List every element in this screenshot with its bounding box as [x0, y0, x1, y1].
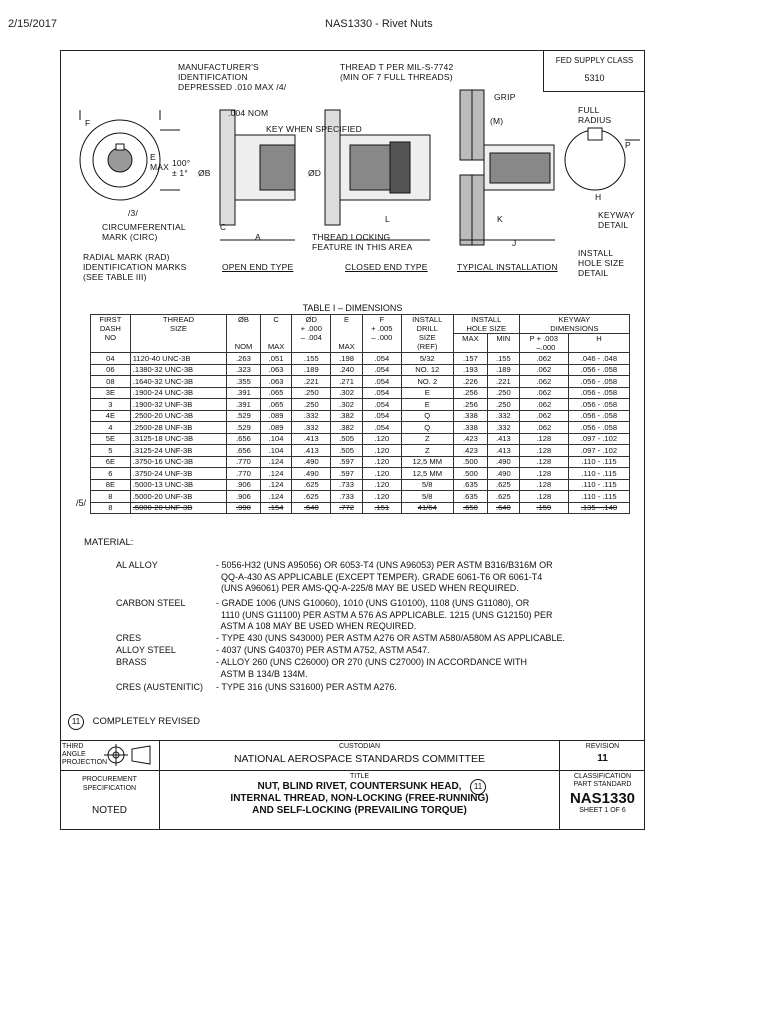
- table-cell: .906: [227, 491, 261, 503]
- material-desc: - ALLOY 260 (UNS C26000) OR 270 (UNS C27000) IN ACCORDANCE WITH ASTM B 134/B 134M.: [216, 657, 527, 679]
- material-name: CRES (AUSTENITIC): [116, 682, 204, 692]
- table-cell: .124: [260, 479, 292, 491]
- material-name: ALLOY STEEL: [116, 645, 176, 655]
- table-cell: .382: [331, 410, 363, 422]
- table-cell: .110 - .115: [568, 491, 629, 503]
- table-cell: .056 - .058: [568, 399, 629, 411]
- table-cell: .063: [260, 364, 292, 376]
- m-label: (M): [490, 116, 504, 126]
- a-label: A: [255, 232, 261, 242]
- table-cell: 3: [91, 399, 131, 411]
- table-cell: .046 - .048: [568, 353, 629, 365]
- table-cell: .490: [488, 456, 520, 468]
- k-label: K: [497, 214, 503, 224]
- table-cell: .423: [453, 445, 487, 457]
- table-cell: .990: [227, 502, 261, 514]
- table-row: [91, 491, 630, 503]
- table-row: [91, 456, 630, 468]
- table-cell: .065: [260, 387, 292, 399]
- table-cell: .1640-32 UNC-3B: [130, 376, 226, 388]
- table-cell: .062: [519, 353, 568, 365]
- table-cell: .413: [488, 433, 520, 445]
- table-cell: .056 - .058: [568, 387, 629, 399]
- table-cell: .104: [260, 445, 292, 457]
- table-cell: .505: [331, 445, 363, 457]
- table-cell: .051: [260, 353, 292, 365]
- table-cell: .120: [362, 479, 401, 491]
- c-label: C: [220, 222, 227, 232]
- table-cell: .597: [331, 456, 363, 468]
- table-cell: .193: [453, 364, 487, 376]
- table-cell: .656: [227, 445, 261, 457]
- material-name: CRES: [116, 633, 142, 643]
- custodian-label: CUSTODIAN: [338, 743, 381, 750]
- table-cell: .124: [260, 468, 292, 480]
- table-cell: .062: [519, 399, 568, 411]
- table-cell: .733: [331, 491, 363, 503]
- title-block: [60, 740, 645, 830]
- table-cell: .120: [362, 491, 401, 503]
- table-row: [91, 387, 630, 399]
- projection-label: THIRD ANGLE PROJECTION: [62, 743, 108, 766]
- table-row: [91, 376, 630, 388]
- custodian-cell: [160, 741, 560, 771]
- nom004-label: .004 NOM: [228, 108, 269, 118]
- angle-label: 100° ± 1°: [172, 158, 191, 178]
- table-cell: .110 - .115: [568, 468, 629, 480]
- col-keyway: KEYWAY DIMENSIONS: [519, 315, 629, 334]
- table-cell: .089: [260, 410, 292, 422]
- table-cell: .221: [488, 376, 520, 388]
- table-row: [91, 399, 630, 411]
- table-cell: .120: [362, 456, 401, 468]
- table-cell: E: [401, 387, 453, 399]
- table-cell: .625: [488, 479, 520, 491]
- table-cell: .056 - .058: [568, 376, 629, 388]
- p-label: P: [625, 140, 631, 150]
- table-cell: 5E: [91, 433, 131, 445]
- table-cell: .3125-24 UNF-3B: [130, 445, 226, 457]
- table-cell: .529: [227, 410, 261, 422]
- table-cell: .2500-28 UNF-3B: [130, 422, 226, 434]
- table-cell: .054: [362, 353, 401, 365]
- table-cell: .124: [260, 491, 292, 503]
- table-cell: .490: [488, 468, 520, 480]
- revision-value: 11: [597, 753, 608, 764]
- od-label: ØD: [308, 168, 322, 178]
- table-cell: 8: [91, 491, 131, 503]
- table-cell: .338: [453, 410, 487, 422]
- table-cell: .413: [488, 445, 520, 457]
- table-row: [91, 353, 630, 365]
- table-cell: .500: [453, 456, 487, 468]
- table-cell: .056 - .058: [568, 364, 629, 376]
- j-label: J: [512, 238, 517, 248]
- table-cell: .772: [331, 502, 363, 514]
- table-cell: .226: [453, 376, 487, 388]
- table-cell: .640: [488, 502, 520, 514]
- table-cell: .135 - .140: [568, 502, 629, 514]
- thread-lock-label: THREAD LOCKING FEATURE IN THIS AREA: [312, 232, 413, 252]
- table-cell: .490: [292, 468, 331, 480]
- table-cell: .770: [227, 468, 261, 480]
- radial-mark-label: RADIAL MARK (RAD) IDENTIFICATION MARKS (SEE TABLE III): [83, 252, 187, 282]
- table-cell: 12,5 MM: [401, 456, 453, 468]
- table-cell: .155: [488, 353, 520, 365]
- keyway-detail-label: KEYWAY DETAIL: [598, 210, 635, 230]
- table-row: [91, 445, 630, 457]
- table-row: [91, 410, 630, 422]
- table-cell: .302: [331, 399, 363, 411]
- table-cell: 12,5 MM: [401, 468, 453, 480]
- material-desc: - 5056-H32 (UNS A95056) OR 6053-T4 (UNS A96053) PER ASTM B316/B316M OR QQ-A-430 AS APPLICABLE (EXCEPT TEMPER). GRADE 6061-T6 OR 6061-T4 (UNS A96061) PER AMS-QQ-A-225/8 MAY BE USED WHEN REQUIRED.: [216, 560, 553, 593]
- circ-mark-label: CIRCUMFERENTIAL MARK (CIRC): [102, 222, 186, 242]
- table-cell: 8: [91, 502, 131, 514]
- table-row: [91, 502, 630, 514]
- table-cell: .104: [260, 433, 292, 445]
- col-hole: INSTALL HOLE SIZE: [453, 315, 519, 334]
- table-cell: .391: [227, 399, 261, 411]
- col-drill: INSTALL DRILL SIZE (REF): [401, 315, 453, 353]
- table-cell: 5/8: [401, 479, 453, 491]
- revision-note-text: COMPLETELY REVISED: [92, 716, 200, 727]
- mfr-id-label: MANUFACTURER'S IDENTIFICATION DEPRESSED .010 MAX /4/: [178, 62, 287, 92]
- revision-note: [68, 714, 200, 730]
- table-cell: 5/8: [401, 491, 453, 503]
- table-cell: .338: [453, 422, 487, 434]
- table-cell: Q: [401, 410, 453, 422]
- col-f: F + .005 – .000: [362, 315, 401, 353]
- projection-symbol-icon: [104, 744, 154, 766]
- table-cell: .355: [227, 376, 261, 388]
- table-cell: .770: [227, 456, 261, 468]
- print-date: 2/15/2017: [8, 18, 57, 30]
- l-label: L: [385, 214, 390, 224]
- table-cell: .128: [519, 479, 568, 491]
- note5-flag: /5/: [76, 498, 87, 508]
- f-label: F: [85, 118, 91, 128]
- material-name: CARBON STEEL: [116, 598, 186, 608]
- projection-cell: [60, 741, 160, 771]
- table-cell: .054: [362, 399, 401, 411]
- dimensions-body: [91, 353, 630, 514]
- table-cell: .062: [519, 410, 568, 422]
- table-cell: .391: [227, 387, 261, 399]
- table-row: [91, 364, 630, 376]
- table-cell: 5: [91, 445, 131, 457]
- col-e: E MAX: [331, 315, 363, 353]
- table-cell: .625: [292, 479, 331, 491]
- table-cell: 41/64: [401, 502, 453, 514]
- table-cell: .3125-18 UNC-3B: [130, 433, 226, 445]
- material-name: AL ALLOY: [116, 560, 158, 570]
- material-heading: MATERIAL:: [84, 537, 134, 548]
- table-cell: .733: [331, 479, 363, 491]
- table-cell: Z: [401, 433, 453, 445]
- table-cell: .250: [488, 387, 520, 399]
- material-desc: - TYPE 316 (UNS S31600) PER ASTM A276.: [216, 682, 397, 692]
- table-cell: 4E: [91, 410, 131, 422]
- table-cell: Q: [401, 422, 453, 434]
- part-number: NAS1330: [569, 790, 636, 807]
- title-revision-circle: 11: [470, 779, 486, 795]
- table-cell: .271: [331, 376, 363, 388]
- sheet-number: SHEET 1 OF 6: [579, 807, 626, 814]
- table-cell: .3750-16 UNC-3B: [130, 456, 226, 468]
- table-cell: 6: [91, 468, 131, 480]
- table-cell: .505: [331, 433, 363, 445]
- table-cell: .263: [227, 353, 261, 365]
- table-row: [91, 468, 630, 480]
- fed-supply-value: 5310: [584, 73, 605, 83]
- procurement-noted: NOTED: [92, 805, 127, 816]
- table-cell: .065: [260, 399, 292, 411]
- table-cell: .382: [331, 422, 363, 434]
- table-cell: .056 - .058: [568, 410, 629, 422]
- table-cell: .128: [519, 433, 568, 445]
- material-desc: - TYPE 430 (UNS S43000) PER ASTM A276 OR ASTM A580/A580M AS APPLICABLE.: [216, 633, 566, 643]
- table-cell: .332: [488, 422, 520, 434]
- material-desc: - GRADE 1006 (UNS G10060), 1010 (UNS G10100), 1108 (UNS G11080), OR 1110 (UNS G11100) PER ASTM A 576 AS APPLICABLE. 1215 (UNS G12150) PER ASTM A 108 MAY BE USED WHEN REQUIRED.: [216, 598, 553, 631]
- table-cell: .054: [362, 387, 401, 399]
- col-keyway-p: P + .003 –.000: [519, 334, 568, 353]
- table-cell: .054: [362, 376, 401, 388]
- table-cell: .151: [362, 502, 401, 514]
- table-cell: .413: [292, 445, 331, 457]
- table-cell: .110 - .115: [568, 456, 629, 468]
- table-cell: .625: [488, 491, 520, 503]
- table-cell: .154: [260, 502, 292, 514]
- table-cell: .323: [227, 364, 261, 376]
- table-cell: .054: [362, 422, 401, 434]
- table-cell: .640: [292, 502, 331, 514]
- table-cell: .529: [227, 422, 261, 434]
- table-cell: NO. 2: [401, 376, 453, 388]
- title-label: TITLE: [349, 773, 370, 780]
- table-cell: .490: [292, 456, 331, 468]
- table-cell: .240: [331, 364, 363, 376]
- table-cell: 8E: [91, 479, 131, 491]
- table-cell: .062: [519, 376, 568, 388]
- table-cell: 1120-40 UNC-3B: [130, 353, 226, 365]
- print-title: NAS1330 - Rivet Nuts: [325, 18, 433, 30]
- table-cell: 4: [91, 422, 131, 434]
- table-row: [91, 479, 630, 491]
- install-hole-label: INSTALL HOLE SIZE DETAIL: [578, 248, 625, 278]
- table-cell: .1900-24 UNC-3B: [130, 387, 226, 399]
- table-cell: .332: [292, 410, 331, 422]
- table-cell: .120: [362, 445, 401, 457]
- table-cell: .256: [453, 387, 487, 399]
- table-cell: .054: [362, 364, 401, 376]
- col-c: C MAX: [260, 315, 292, 353]
- procurement-cell: [60, 771, 160, 830]
- table-row: [91, 433, 630, 445]
- table-cell: .189: [488, 364, 520, 376]
- h-label: H: [595, 192, 602, 202]
- table-cell: .056 - .058: [568, 422, 629, 434]
- table-cell: .128: [519, 445, 568, 457]
- table-cell: .625: [292, 491, 331, 503]
- table-cell: .5000-20 UNF-3B: [130, 491, 226, 503]
- part-title: NUT, BLIND RIVET, COUNTERSUNK HEAD, INTERNAL THREAD, NON-LOCKING (FREE-RUNNING) AND SELF-LOCKING (PREVAILING TORQUE): [230, 781, 489, 816]
- table-cell: .906: [227, 479, 261, 491]
- table-cell: .635: [453, 491, 487, 503]
- revision-circle: 11: [68, 714, 84, 730]
- material-name: BRASS: [116, 657, 147, 667]
- table-cell: 5/32: [401, 353, 453, 365]
- table-cell: 04: [91, 353, 131, 365]
- full-radius-label: FULL RADIUS: [578, 105, 612, 125]
- table-cell: .250: [292, 399, 331, 411]
- table-cell: NO. 12: [401, 364, 453, 376]
- procurement-label: PROCUREMENT SPECIFICATION: [82, 776, 137, 792]
- e-max-label: E MAX: [150, 152, 170, 172]
- table-cell: .423: [453, 433, 487, 445]
- table-cell: .189: [292, 364, 331, 376]
- table-cell: .097 - .102: [568, 445, 629, 457]
- table-cell: .062: [519, 364, 568, 376]
- table-cell: .2500-20 UNC-3B: [130, 410, 226, 422]
- note3-label: /3/: [128, 208, 139, 218]
- table-cell: 6E: [91, 456, 131, 468]
- table-cell: .128: [519, 491, 568, 503]
- open-end-label: OPEN END TYPE: [222, 262, 294, 272]
- revision-label: REVISION: [585, 743, 620, 750]
- table-cell: .250: [488, 399, 520, 411]
- custodian-name: NATIONAL AEROSPACE STANDARDS COMMITTEE: [233, 753, 486, 765]
- col-dash: FIRST DASH NO: [91, 315, 131, 353]
- table-cell: .159: [519, 502, 568, 514]
- table-cell: .656: [227, 433, 261, 445]
- table-cell: .198: [331, 353, 363, 365]
- table-cell: E: [401, 399, 453, 411]
- title-cell: [160, 771, 560, 830]
- table-cell: .1380-32 UNC-3B: [130, 364, 226, 376]
- table-cell: .120: [362, 433, 401, 445]
- table-cell: .110 - .115: [568, 479, 629, 491]
- table-cell: .302: [331, 387, 363, 399]
- table-cell: .332: [292, 422, 331, 434]
- key-notch: [116, 144, 124, 150]
- revision-cell: [560, 741, 645, 771]
- table-cell: .124: [260, 456, 292, 468]
- classification-label: CLASSIFICATION PART STANDARD: [573, 773, 632, 788]
- table-row: [91, 422, 630, 434]
- table-cell: .062: [519, 387, 568, 399]
- table-cell: .221: [292, 376, 331, 388]
- table-cell: .128: [519, 468, 568, 480]
- table-cell: .635: [453, 479, 487, 491]
- table-cell: .256: [453, 399, 487, 411]
- table-cell: 3E: [91, 387, 131, 399]
- table-cell: .157: [453, 353, 487, 365]
- thread-t-label: THREAD T PER MIL-S-7742 (MIN OF 7 FULL THREADS): [340, 62, 454, 82]
- col-hole-max: MAX: [453, 334, 487, 353]
- table-cell: .597: [331, 468, 363, 480]
- table-cell: 06: [91, 364, 131, 376]
- table-title: TABLE I – DIMENSIONS: [302, 303, 403, 313]
- col-od: ØD + .000 – .004: [292, 315, 331, 353]
- table-cell: .650: [453, 502, 487, 514]
- table-cell: .089: [260, 422, 292, 434]
- table-cell: .054: [362, 410, 401, 422]
- table-cell: Z: [401, 445, 453, 457]
- ob-label: ØB: [198, 168, 211, 178]
- table-cell: .5000-13 UNC-3B: [130, 479, 226, 491]
- col-keyway-h: H: [568, 334, 629, 353]
- col-thread: THREAD SIZE: [130, 315, 226, 353]
- material-desc: - 4037 (UNS G40370) PER ASTM A752, ASTM A547.: [216, 645, 430, 655]
- table-cell: 08: [91, 376, 131, 388]
- typical-install-label: TYPICAL INSTALLATION: [457, 262, 558, 272]
- thread-hole: [108, 148, 132, 172]
- table-cell: .155: [292, 353, 331, 365]
- grip-label: GRIP: [494, 92, 516, 102]
- table-cell: .500: [453, 468, 487, 480]
- table-cell: .062: [519, 422, 568, 434]
- classification-cell: [560, 771, 645, 830]
- table-cell: .120: [362, 468, 401, 480]
- table-cell: .063: [260, 376, 292, 388]
- table-cell: .332: [488, 410, 520, 422]
- table-cell: .413: [292, 433, 331, 445]
- fed-supply-label: FED SUPPLY CLASS: [555, 56, 634, 65]
- table-cell: .3750-24 UNF-3B: [130, 468, 226, 480]
- closed-end-label: CLOSED END TYPE: [345, 262, 428, 272]
- table-cell: .1900-32 UNF-3B: [130, 399, 226, 411]
- dimensions-table: [90, 314, 630, 514]
- table-cell: .097 - .102: [568, 433, 629, 445]
- table-cell: .5000-20 UNF-3B: [130, 502, 226, 514]
- col-ob: ØB NOM: [227, 315, 261, 353]
- table-cell: .250: [292, 387, 331, 399]
- col-hole-min: MIN: [488, 334, 520, 353]
- key-label: KEY WHEN SPECIFIED: [266, 124, 363, 134]
- table-cell: .128: [519, 456, 568, 468]
